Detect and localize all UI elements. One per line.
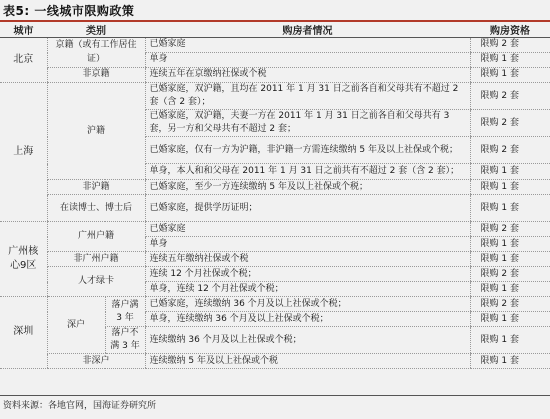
source-divider <box>0 395 550 396</box>
table-row <box>0 180 550 195</box>
source-note: 资料来源：各地官网，国海证券研究所 <box>3 401 157 411</box>
situation-cell: 连续 12 个月社保或个税； <box>145 267 470 282</box>
category-cell: 沪籍 <box>47 83 145 180</box>
category-cell: 非广州户籍 <box>47 252 145 267</box>
qualification-cell: 限购 1 套 <box>470 68 550 83</box>
qualification-cell: 限购 2 套 <box>470 110 550 137</box>
qualification-cell: 限购 1 套 <box>470 180 550 195</box>
category-cell: 深户 <box>47 297 105 354</box>
subcategory-cell: 落户不满 3 年 <box>105 327 145 354</box>
qualification-cell: 限购 2 套 <box>470 297 550 312</box>
header-qualification: 购房资格 <box>470 22 550 38</box>
situation-cell: 已婚家庭 <box>145 38 470 53</box>
situation-cell: 已婚家庭，至少一方连续缴纳 5 年及以上社保或个税； <box>145 180 470 195</box>
qualification-cell: 限购 2 套 <box>470 38 550 53</box>
header-row <box>0 22 550 38</box>
situation-cell: 已婚家庭 <box>145 222 470 237</box>
situation-cell: 单身 <box>145 53 470 68</box>
situation-cell: 连续五年在京缴纳社保或个税 <box>145 68 470 83</box>
qualification-cell: 限购 1 套 <box>470 164 550 180</box>
header-situation: 购房者情况 <box>145 22 470 38</box>
qualification-cell: 限购 1 套 <box>470 237 550 252</box>
qualification-cell: 限购 1 套 <box>470 354 550 369</box>
category-cell: 非深户 <box>47 354 145 369</box>
city-cell-beijing: 北京 <box>0 38 47 83</box>
qualification-cell: 限购 1 套 <box>470 327 550 354</box>
table-row <box>0 68 550 83</box>
qualification-cell: 限购 2 套 <box>470 222 550 237</box>
situation-cell: 已婚家庭，仅有一方为沪籍，非沪籍一方需连续缴纳 5 年及以上社保或个税； <box>145 137 470 164</box>
qualification-cell: 限购 2 套 <box>470 267 550 282</box>
category-cell: 非京籍 <box>47 68 145 83</box>
qualification-cell: 限购 2 套 <box>470 83 550 110</box>
qualification-cell: 限购 1 套 <box>470 282 550 297</box>
category-cell: 在读博士、博士后 <box>47 195 145 222</box>
city-cell-guangzhou: 广州核心9区 <box>0 222 47 297</box>
category-cell: 非沪籍 <box>47 180 145 195</box>
situation-cell: 已婚家庭，双沪籍，且均在 2011 年 1 月 31 日之前各自和父母共有不超过 2 套（含 2 套）； <box>145 83 470 110</box>
header-category: 类别 <box>47 22 145 38</box>
category-cell: 广州户籍 <box>47 222 145 252</box>
qualification-cell: 限购 2 套 <box>470 137 550 164</box>
table-row <box>0 38 550 53</box>
table-row <box>0 195 550 222</box>
table-row <box>0 267 550 282</box>
situation-cell: 已婚家庭，连续缴纳 36 个月及以上社保或个税； <box>145 297 470 312</box>
purchase-restriction-table <box>0 22 550 369</box>
situation-cell: 单身，连续缴纳 36 个月及以上社保或个税； <box>145 312 470 327</box>
situation-cell: 连续五年缴纳社保或个税 <box>145 252 470 267</box>
table-row <box>0 354 550 369</box>
table-row <box>0 252 550 267</box>
situation-cell: 单身，本人和和父母在 2011 年 1 月 31 日之前共有不超过 2 套（含 2 套）； <box>145 164 470 180</box>
situation-cell: 连续缴纳 5 年及以上社保或个税 <box>145 354 470 369</box>
situation-cell: 已婚家庭，双沪籍，夫妻一方在 2011 年 1 月 31 日之前各自和父母共有 3 套，另一方和父母共有不超过 2 套； <box>145 110 470 137</box>
qualification-cell: 限购 1 套 <box>470 53 550 68</box>
qualification-cell: 限购 1 套 <box>470 195 550 222</box>
city-cell-shanghai: 上海 <box>0 83 47 222</box>
table-row <box>0 83 550 110</box>
category-cell: 京籍（或有工作居住证） <box>47 38 145 68</box>
category-cell: 人才绿卡 <box>47 267 145 297</box>
qualification-cell: 限购 1 套 <box>470 312 550 327</box>
table-row <box>0 297 550 312</box>
table-title: 表5: 一线城市限购政策 <box>3 4 135 18</box>
city-cell-shenzhen: 深圳 <box>0 297 47 369</box>
situation-cell: 单身 <box>145 237 470 252</box>
situation-cell: 已婚家庭，提供学历证明； <box>145 195 470 222</box>
table-row <box>0 222 550 237</box>
qualification-cell: 限购 1 套 <box>470 252 550 267</box>
header-city: 城市 <box>0 22 47 38</box>
subcategory-cell: 落户满 3 年 <box>105 297 145 327</box>
situation-cell: 单身，连续 12 个月社保或个税； <box>145 282 470 297</box>
situation-cell: 连续缴纳 36 个月及以上社保或个税； <box>145 327 470 354</box>
